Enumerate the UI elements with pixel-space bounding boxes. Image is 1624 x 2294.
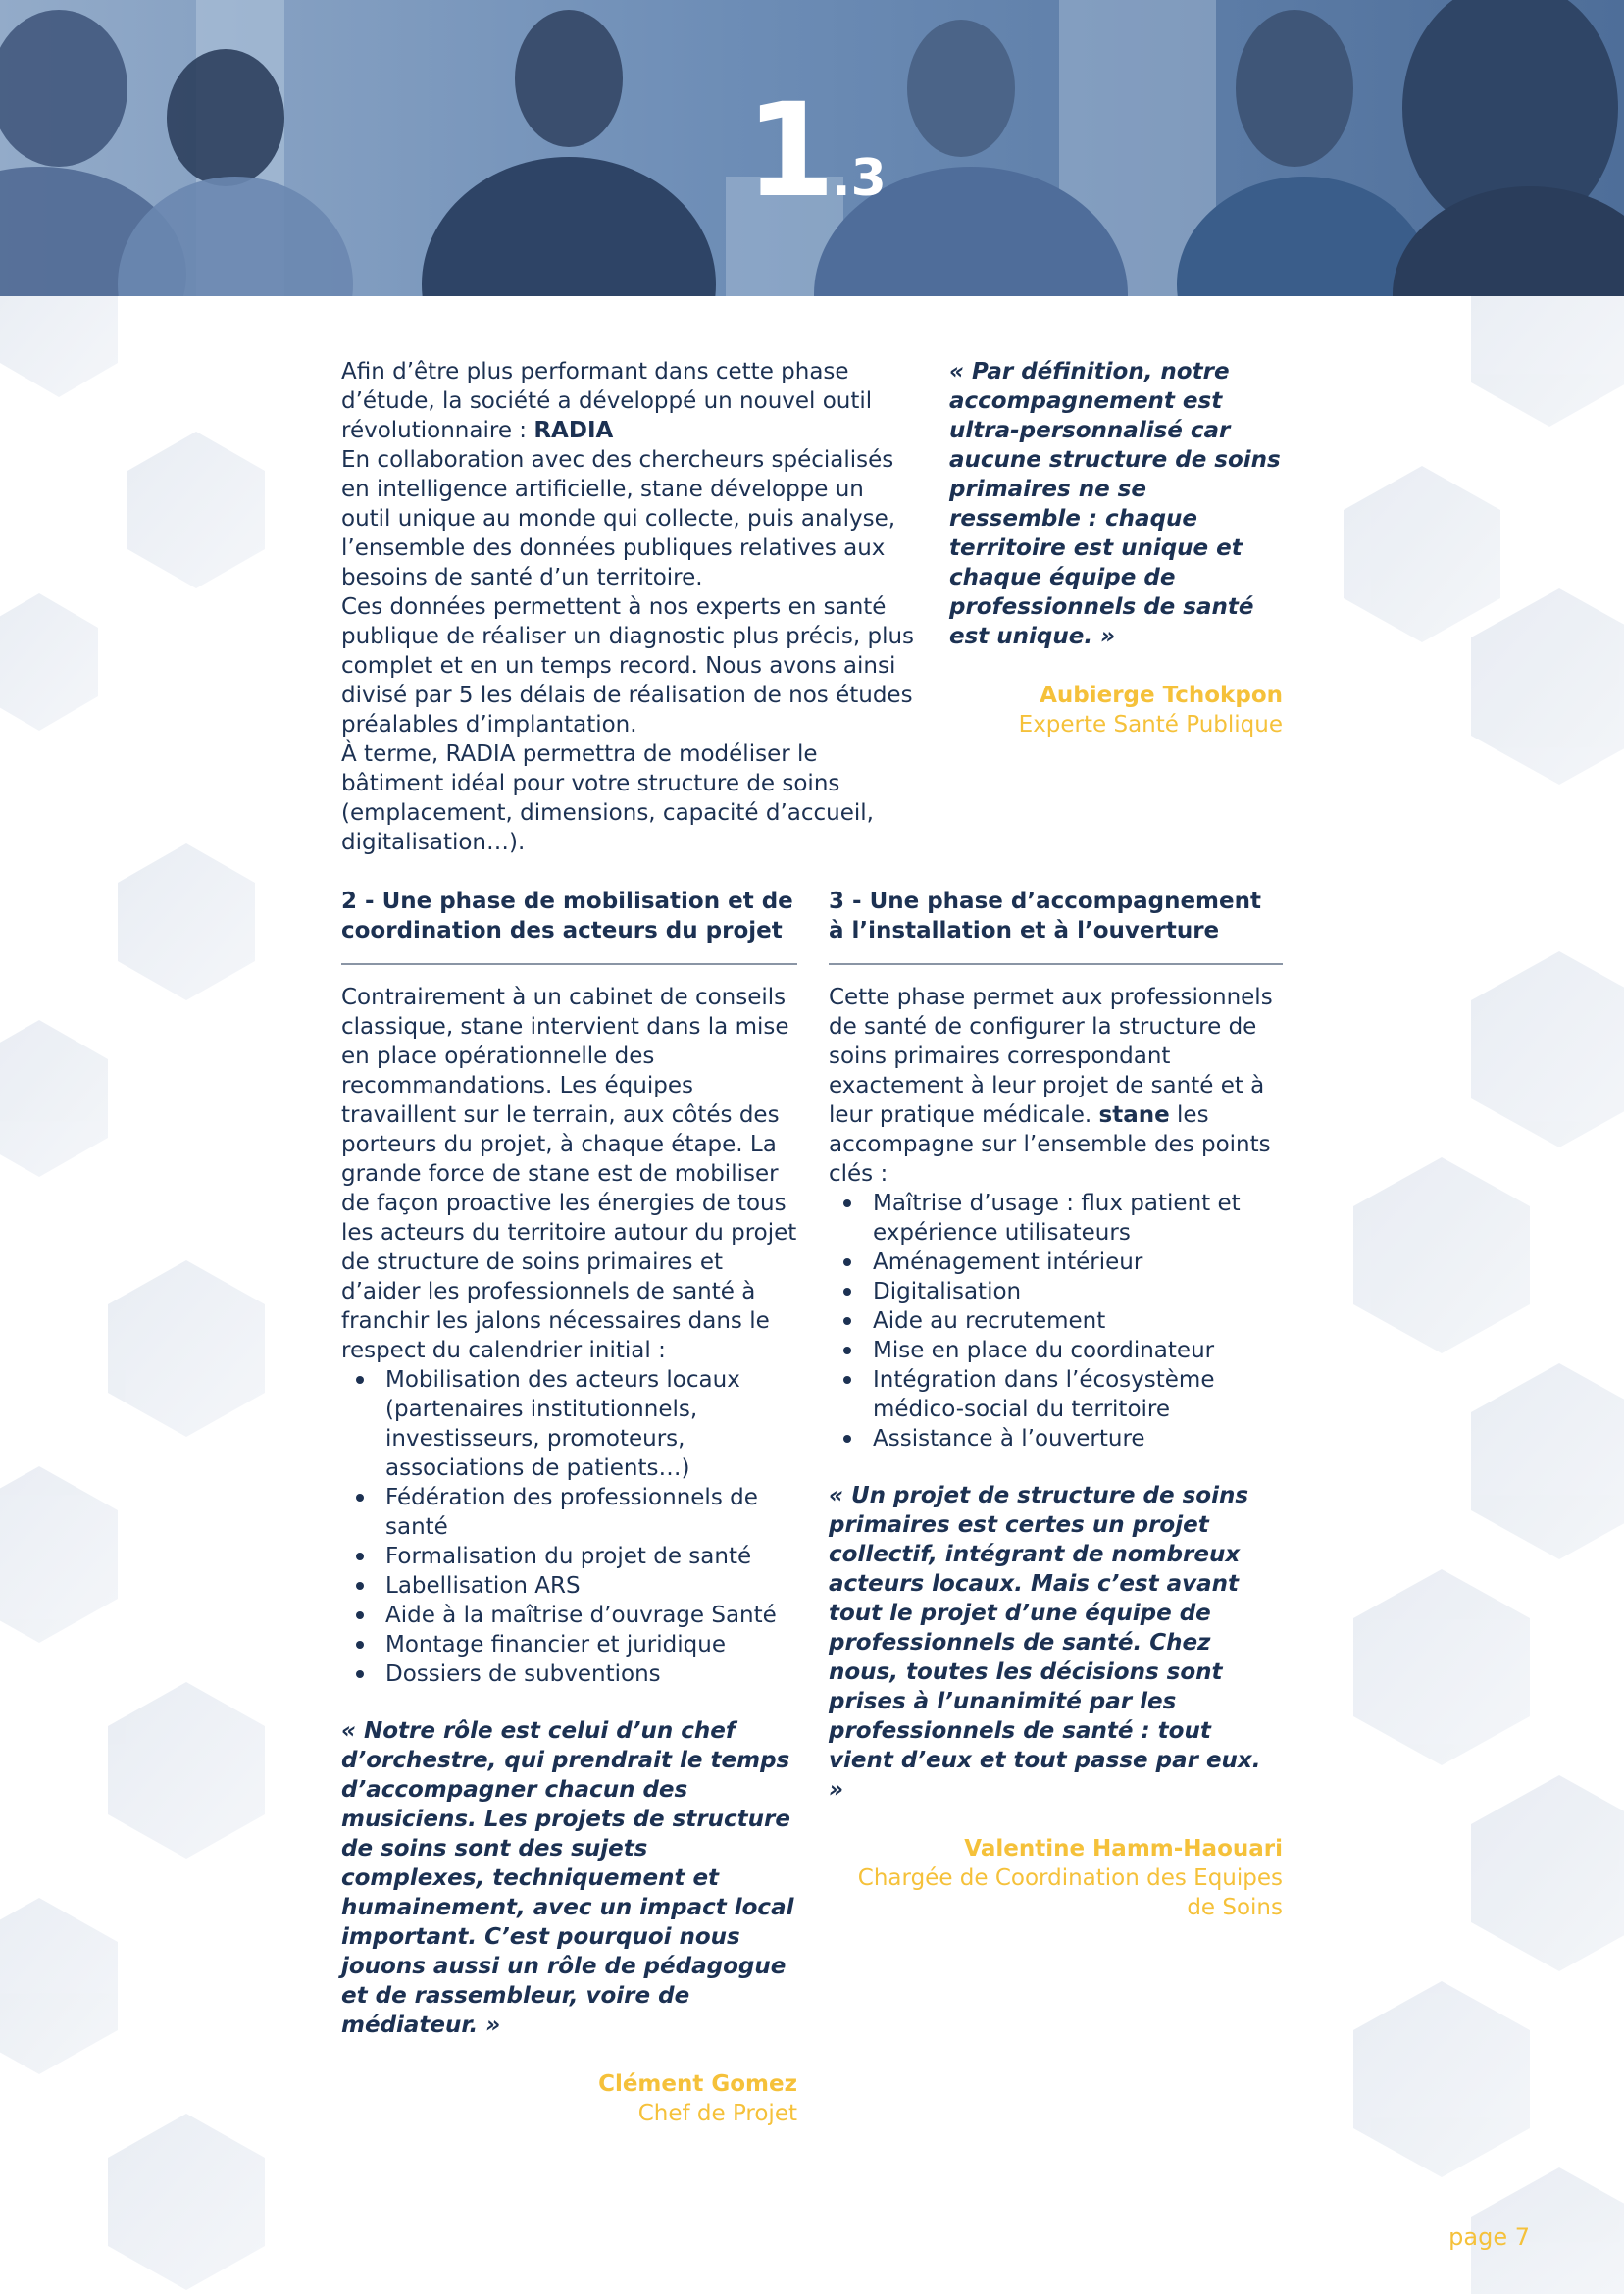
section-2 xyxy=(341,887,797,2128)
header-photo xyxy=(0,0,1624,296)
bullet-item: Intégration dans l’écosystème médico-social du territoire xyxy=(873,1365,1283,1424)
author-name: Valentine Hamm-Haouari xyxy=(964,1836,1283,1861)
bullet-item: Mobilisation des acteurs locaux (partenaires institutionnels, investisseurs, promoteurs, associations de patients…) xyxy=(385,1365,797,1483)
bullet-item: Labellisation ARS xyxy=(385,1571,797,1601)
bullet-item: Assistance à l’ouverture xyxy=(873,1424,1283,1453)
quote-author xyxy=(949,681,1283,739)
section-3-body: Cette phase permet aux professionnels de santé de configurer la structure de soins primaires correspondant exactement à leur projet de santé et à leur pratique médicale. stane les accompagne sur l’ensemble des points clés : xyxy=(829,985,1273,1187)
page-number: page 7 xyxy=(1448,2223,1530,2251)
intro-paragraph-1: Afin d’être plus performant dans cette phase d’étude, la société a développé un nouvel outil révolutionnaire : RADIA xyxy=(341,359,873,443)
section-3-quote-author xyxy=(829,1834,1283,1922)
chapter-number-main: 1 xyxy=(745,76,832,227)
section-2-body: Contrairement à un cabinet de conseils classique, stane intervient dans la mise en place opérationnelle des recommandations. Les équipes travaillent sur le terrain, aux côtés des porteurs du projet, à chaque étape. La grande force de stane est de mobiliser de façon proactive les énergies de tous les acteurs du territoire autour du projet de structure de soins primaires et d’aider les professionnels de santé à franchir les jalons nécessaires dans le respect du calendrier initial : xyxy=(341,985,797,1363)
quote-block-1 xyxy=(949,357,1283,739)
stane-label: stane xyxy=(1098,1102,1170,1128)
section-2-bullet-list xyxy=(341,1365,797,1689)
author-name: Aubierge Tchokpon xyxy=(1040,683,1283,708)
bullet-item: Mise en place du coordinateur xyxy=(873,1336,1283,1365)
bullet-item: Formalisation du projet de santé xyxy=(385,1542,797,1571)
section-3-quote: « Un projet de structure de soins primaires est certes un projet collectif, intégrant de nombreux acteurs locaux. Mais c’est avant tout le projet d’une équipe de professionnels de santé. Chez nous, toutes les décisions sont prises à l’unanimité par les professionnels de santé : tout vient d’eux et tout passe par eux. » xyxy=(829,1483,1261,1803)
bullet-item: Aménagement intérieur xyxy=(873,1248,1283,1277)
author-name: Clément Gomez xyxy=(598,2071,797,2097)
intro-paragraph-2: En collaboration avec des chercheurs spécialisés en intelligence artificielle, stane développe un outil unique au monde qui collecte, puis analyse, l’ensemble des données publiques relatives aux besoins de santé d’un territoire. xyxy=(341,447,896,590)
author-role: Chargée de Coordination des Equipes de Soins xyxy=(857,1865,1283,1920)
section-2-quote: « Notre rôle est celui d’un chef d’orchestre, qui prendrait le temps d’accompagner chacun des musiciens. Les projets de structure de soins sont des sujets complexes, techniquement et humainement, avec un impact local important. C’est pourquoi nous jouons aussi un rôle de pédagogue et de rassembleur, voire de médiateur. » xyxy=(341,1718,794,2038)
quote-text: « Par définition, notre accompagnement est ultra-personnalisé car aucune structure de soins primaires ne se ressemble : chaque territoire est unique et chaque équipe de professionnels de santé est unique. » xyxy=(949,359,1281,649)
chapter-number-sub: .3 xyxy=(831,149,887,208)
section-3 xyxy=(829,887,1283,1922)
bullet-item: Maîtrise d’usage : flux patient et expérience utilisateurs xyxy=(873,1189,1283,1248)
bullet-item: Dossiers de subventions xyxy=(385,1659,797,1689)
section-3-title: 3 - Une phase d’accompagnement à l’installation et à l’ouverture xyxy=(829,887,1283,965)
section-2-title: 2 - Une phase de mobilisation et de coordination des acteurs du projet xyxy=(341,887,797,965)
radia-label: RADIA xyxy=(533,418,614,443)
intro-paragraph-4: À terme, RADIA permettra de modéliser le bâtiment idéal pour votre structure de soins (emplacement, dimensions, capacité d’accueil, digitalisation…). xyxy=(341,741,874,855)
intro-paragraph-3: Ces données permettent à nos experts en santé publique de réaliser un diagnostic plus précis, plus complet et en un temps record. Nous avons ainsi divisé par 5 les délais de réalisation de nos études préalables d’implantation. xyxy=(341,594,915,738)
author-role: Experte Santé Publique xyxy=(1018,712,1283,738)
intro-section xyxy=(341,357,920,857)
section-3-bullet-list xyxy=(829,1189,1283,1453)
chapter-number xyxy=(745,76,887,227)
section-2-quote-author xyxy=(341,2069,797,2128)
author-role: Chef de Projet xyxy=(637,2101,797,2126)
bullet-item: Aide à la maîtrise d’ouvrage Santé xyxy=(385,1601,797,1630)
bullet-item: Montage financier et juridique xyxy=(385,1630,797,1659)
bullet-item: Aide au recrutement xyxy=(873,1306,1283,1336)
bullet-item: Fédération des professionnels de santé xyxy=(385,1483,797,1542)
bullet-item: Digitalisation xyxy=(873,1277,1283,1306)
